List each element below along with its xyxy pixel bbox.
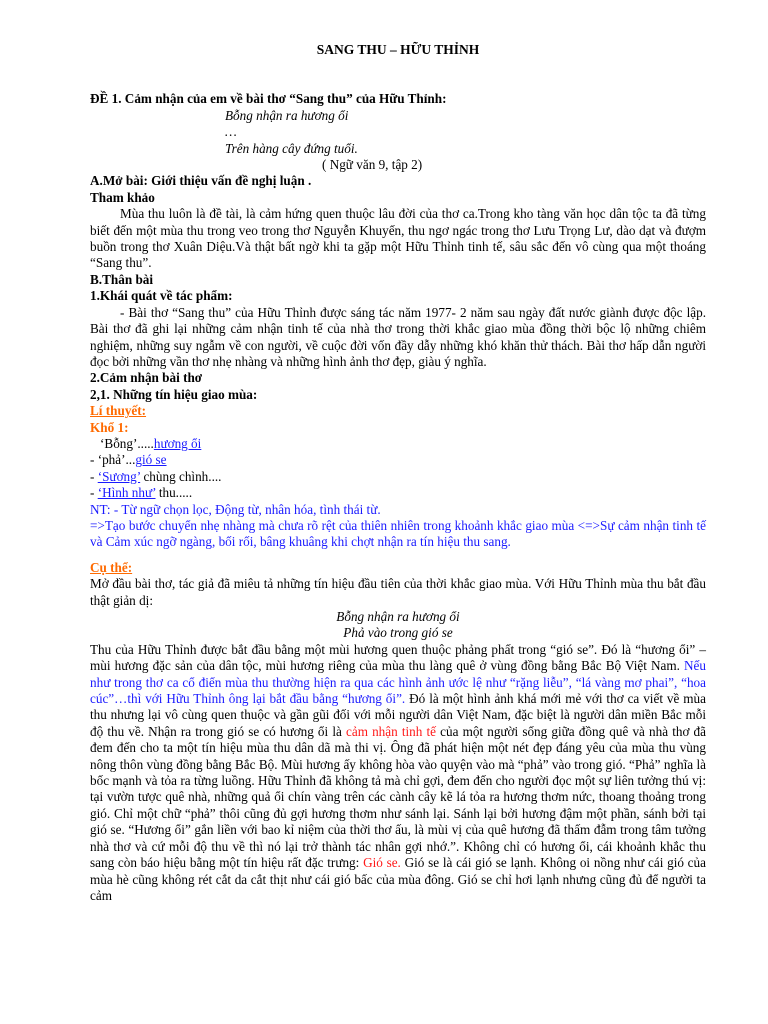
analysis-text: của một người sống giữa đồng quê và nhà thơ đã đem đến cho ta một tín hiệu mùa thu dân dã mà thi vị. Ông đã phát hiện một nét đẹp đáng yêu của mùa thu vùng nông thôn vùng đồng bằng Bắc Bộ. Mùi hương ấy không hòa vào quyện vào mà “phả” vào trong gió. “Phả” nghĩa là bốc mạnh và tỏa ra từng luồng. Hữu Thỉnh đã không tả mà chỉ gợi, đem đến cho người đọc một sự liên tưởng thú vị: tại vườn tược quê nhà, những quả ổi chín vàng trên các cành cây kẽ lá tỏa ra hương thơm nức, thoang thoảng trong gió. Chỉ một chữ “phả” thôi cũng đủ gợi hương thơm như sánh lại. Sánh lại bởi hương đậm một phần, sánh bởi tại gió se. “Hương ổi” gắn liền với bao kỉ niệm của thời thơ ấu, là mùi vị của quê hương đã thấm đẫm trong tâm tưởng nhà thơ và cứ mỗi độ thu về thì nó lại trở thành tác nhân gợi nhớ.”. Không chỉ có hương ổi, cái khoảnh khắc thu sang còn báo hiệu bằng một tín hiệu rất đặc trưng: bbox=[90, 723, 707, 871]
stanza-label: Khổ 1: bbox=[90, 419, 129, 435]
signal-key: ‘Hình như’ bbox=[97, 485, 156, 501]
section-1-heading: 1.Khái quát về tác phẩm: bbox=[90, 288, 233, 304]
signal-suffix: thu..... bbox=[155, 485, 193, 501]
signal-item bbox=[90, 469, 706, 485]
signal-item bbox=[90, 452, 706, 468]
analysis-highlight-red: cảm nhận tinh tế bbox=[345, 723, 437, 739]
poem-ellipsis: … bbox=[225, 124, 237, 140]
conclusion-line: =>Tạo bước chuyển nhẹ nhàng mà chưa rõ rệt của thiên nhiên trong khoảnh khắc giao mùa <=>Sự cảm nhận tinh tế và Cảm xúc ngỡ ngàng, bối rối, bâng khuâng khi chợt nhận ra tín hiệu thu sang. bbox=[90, 517, 706, 550]
section-2-heading: 2.Cảm nhận bài thơ bbox=[90, 370, 203, 386]
poem-line-2: Trên hàng cây đứng tuổi. bbox=[225, 140, 358, 156]
analysis-highlight-blue: Nếu như trong thơ ca cổ điển mùa thu thường hiện ra qua các hình ảnh ước lệ như “rặng liễu”, “lá vàng mơ phai”, “hoa cúc”…thì với Hữu Thỉnh ông lại bắt đầu bằng “hương ổi”. bbox=[90, 658, 706, 707]
techniques-line: NT: - Từ ngữ chọn lọc, Động từ, nhân hóa, tình thái từ. bbox=[90, 501, 381, 517]
quote-line-1: Bỗng nhận ra hương ổi bbox=[336, 609, 460, 624]
analysis-text: Thu của Hữu Thỉnh được bắt đầu bằng một mùi hương quen thuộc phảng phất trong “gió se”. Đó là “hương ổi” – mùi hương đặc sản của dân tộc, mùi hương riêng của mùa thu làng quê ở vùng đồng bằng Bắc Bộ Việt Nam. bbox=[90, 641, 706, 674]
signal-suffix: chùng chình.... bbox=[140, 468, 222, 484]
quote-line-2: Phả vào trong gió se bbox=[343, 625, 453, 641]
question-label: ĐỀ 1. Cảm nhận của em về bài thơ “Sang thu” của Hữu Thỉnh: bbox=[90, 91, 447, 107]
signal-key: hương ổi bbox=[153, 435, 202, 451]
intro-heading: A.Mở bài: Giới thiệu vấn đề nghị luận . bbox=[90, 173, 312, 189]
signal-prefix: - ‘phả’... bbox=[90, 452, 136, 468]
spacer bbox=[90, 551, 706, 560]
section-1-paragraph: - Bài thơ “Sang thu” của Hữu Thỉnh được sáng tác năm 1977- 2 năm sau ngày đất nước giành được độc lập. Bài thơ đã ghi lại những cảm nhận tinh tế của nhà thơ trong thời khắc giao mùa đồng thời bộc lộ những chiêm nghiệm, những suy ngẫm về con người, về cuộc đời vốn đầy dẫy những khó khăn thử thách. Bài thơ hấp dẫn người đọc bởi những vần thơ nhẹ nhàng và những hình ảnh thơ đẹp, giàu ý nghĩa. bbox=[90, 304, 706, 369]
signal-prefix: - bbox=[90, 468, 98, 484]
analysis-highlight-red: Gió se. bbox=[363, 855, 401, 871]
specific-label: Cụ thể: bbox=[90, 559, 133, 575]
signal-key: gió se bbox=[135, 452, 167, 468]
poem-source: ( Ngữ văn 9, tập 2) bbox=[322, 157, 423, 173]
analysis-text: Đó là một hình ảnh khá mới mẻ với thơ ca viết về mùa thu nhưng lại vô cùng quen thuộc và gần gũi đối với mỗi người dân Việt Nam, đặc biệt là người dân miền Bắc mỗi độ thu về. Nhận ra trong gió se có hương ổi là bbox=[90, 691, 706, 739]
poem-line-1: Bỗng nhận ra hương ổi bbox=[225, 107, 349, 123]
document-title: SANG THU – HỮU THỈNH bbox=[316, 42, 480, 57]
intro-paragraph: Mùa thu luôn là đề tài, là cảm hứng quen thuộc lâu đời của thơ ca.Trong kho tàng văn học dân tộc ta đã từng biết đến một mùa thu trong veo trong thơ Nguyễn Khuyến, thu ngơ ngác trong thơ Lưu Trọng Lư, dào dạt và đượm buồn trong thơ Xuân Diệu.Và thật bất ngờ khi ta gặp một Hữu Thỉnh tinh tế, sâu sắc đến vô cùng qua một thoáng “Sang thu”. bbox=[90, 206, 706, 271]
analysis-text: Gió se là cái gió se lạnh. Không oi nồng như cái gió của mùa hè cũng không rét cắt da cắt thịt như cái gió bấc của mùa đông. Gió se chỉ hơi lạnh nhưng cũng đủ để người ta cảm bbox=[90, 855, 706, 903]
signal-prefix: ‘Bỗng’..... bbox=[100, 435, 154, 451]
analysis-paragraph bbox=[90, 642, 706, 905]
signal-item bbox=[90, 436, 706, 452]
signal-item bbox=[90, 485, 706, 501]
section-2-1-heading: 2,1. Những tín hiệu giao mùa: bbox=[90, 386, 258, 402]
reference-heading: Tham khảo bbox=[90, 189, 155, 205]
signal-prefix: - bbox=[90, 485, 98, 501]
signal-key: ‘Sương’ bbox=[97, 468, 141, 484]
theory-label: Lí thuyết: bbox=[90, 403, 147, 419]
specific-intro: Mở đầu bài thơ, tác giả đã miêu tả những tín hiệu đầu tiên của thời khắc giao mùa. Với Hữu Thỉnh mùa thu bắt đầu thật giản dị: bbox=[90, 576, 706, 608]
body-heading: B.Thân bài bbox=[90, 271, 154, 287]
